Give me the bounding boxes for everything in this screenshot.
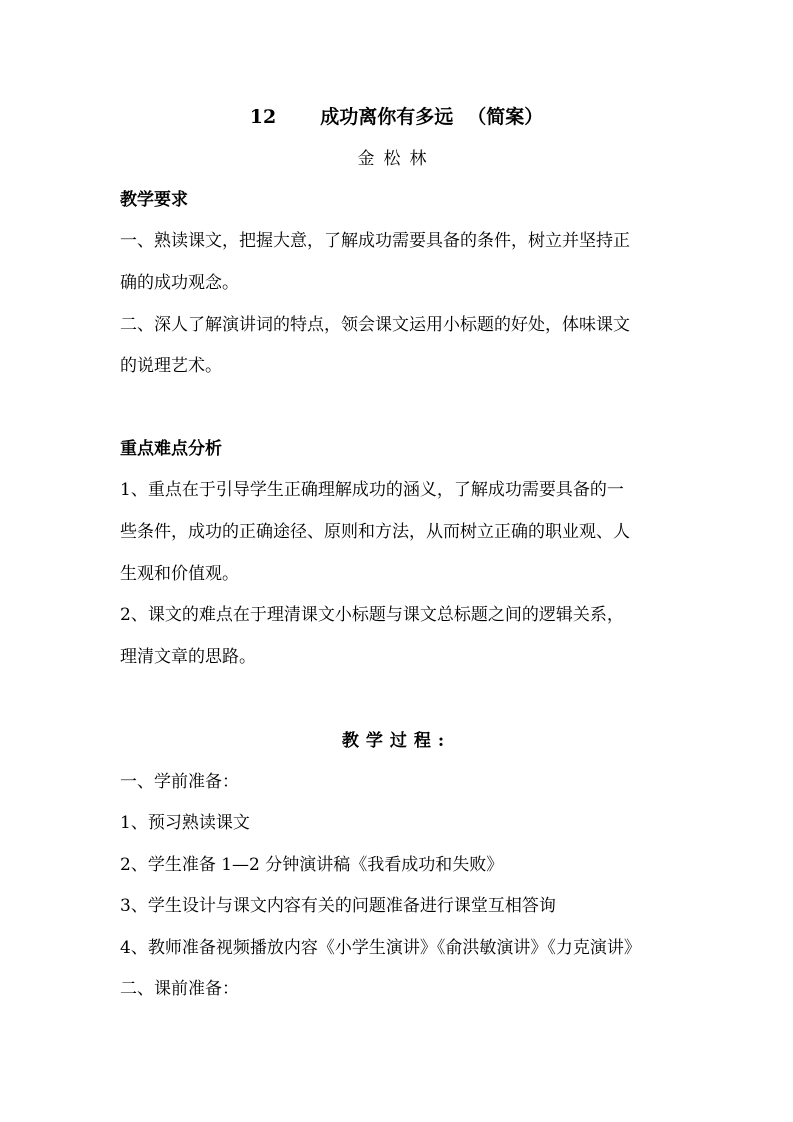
title-suffix: （简案） bbox=[467, 106, 544, 128]
analysis-2-line-2: 理清文章的思路。 bbox=[120, 647, 256, 667]
requirement-1-line-2: 确的成功观念。 bbox=[120, 273, 239, 293]
prep-item-3: 3、学生设计与课文内容有关的问题准备进行课堂互相答询 bbox=[120, 896, 556, 916]
analysis-1-line-1: 1、重点在于引导学生正确理解成功的涵义，了解成功需要具备的一 bbox=[120, 480, 624, 500]
requirements-heading: 教学要求 bbox=[120, 190, 188, 210]
requirement-2-line-2: 的说理艺术。 bbox=[120, 356, 222, 376]
analysis-1-line-2: 些条件，成功的正确途径、原则和方法，从而树立正确的职业观、人 bbox=[120, 522, 630, 542]
prep-heading: 一、学前准备： bbox=[120, 772, 239, 792]
analysis-1-line-3: 生观和价值观。 bbox=[120, 564, 239, 584]
analysis-2-line-1: 2、课文的难点在于理清课文小标题与课文总标题之间的逻辑关系， bbox=[120, 605, 624, 625]
process-heading: 教学过程: bbox=[341, 731, 452, 751]
requirement-2-line-1: 二、深人了解演讲词的特点，领会课文运用小标题的好处，体味课文 bbox=[120, 315, 630, 335]
requirement-1-line-1: 一、熟读课文，把握大意，了解成功需要具备的条件，树立并坚持正 bbox=[120, 231, 630, 251]
prep-item-2: 2、学生准备 1—2 分钟演讲稿《我看成功和失败》 bbox=[120, 855, 504, 875]
class-prep-heading: 二、课前准备： bbox=[120, 979, 239, 999]
prep-item-1: 1、预习熟读课文 bbox=[120, 813, 250, 833]
document-title bbox=[0, 103, 793, 131]
author-name: 金松林 bbox=[357, 149, 436, 169]
prep-item-4: 4、教师准备视频播放内容《小学生演讲》《俞洪敏演讲》《力克演讲》 bbox=[120, 938, 641, 958]
analysis-heading: 重点难点分析 bbox=[120, 439, 222, 459]
title-number: 12 bbox=[249, 106, 277, 128]
title-text: 成功离你有多远 bbox=[320, 106, 454, 128]
